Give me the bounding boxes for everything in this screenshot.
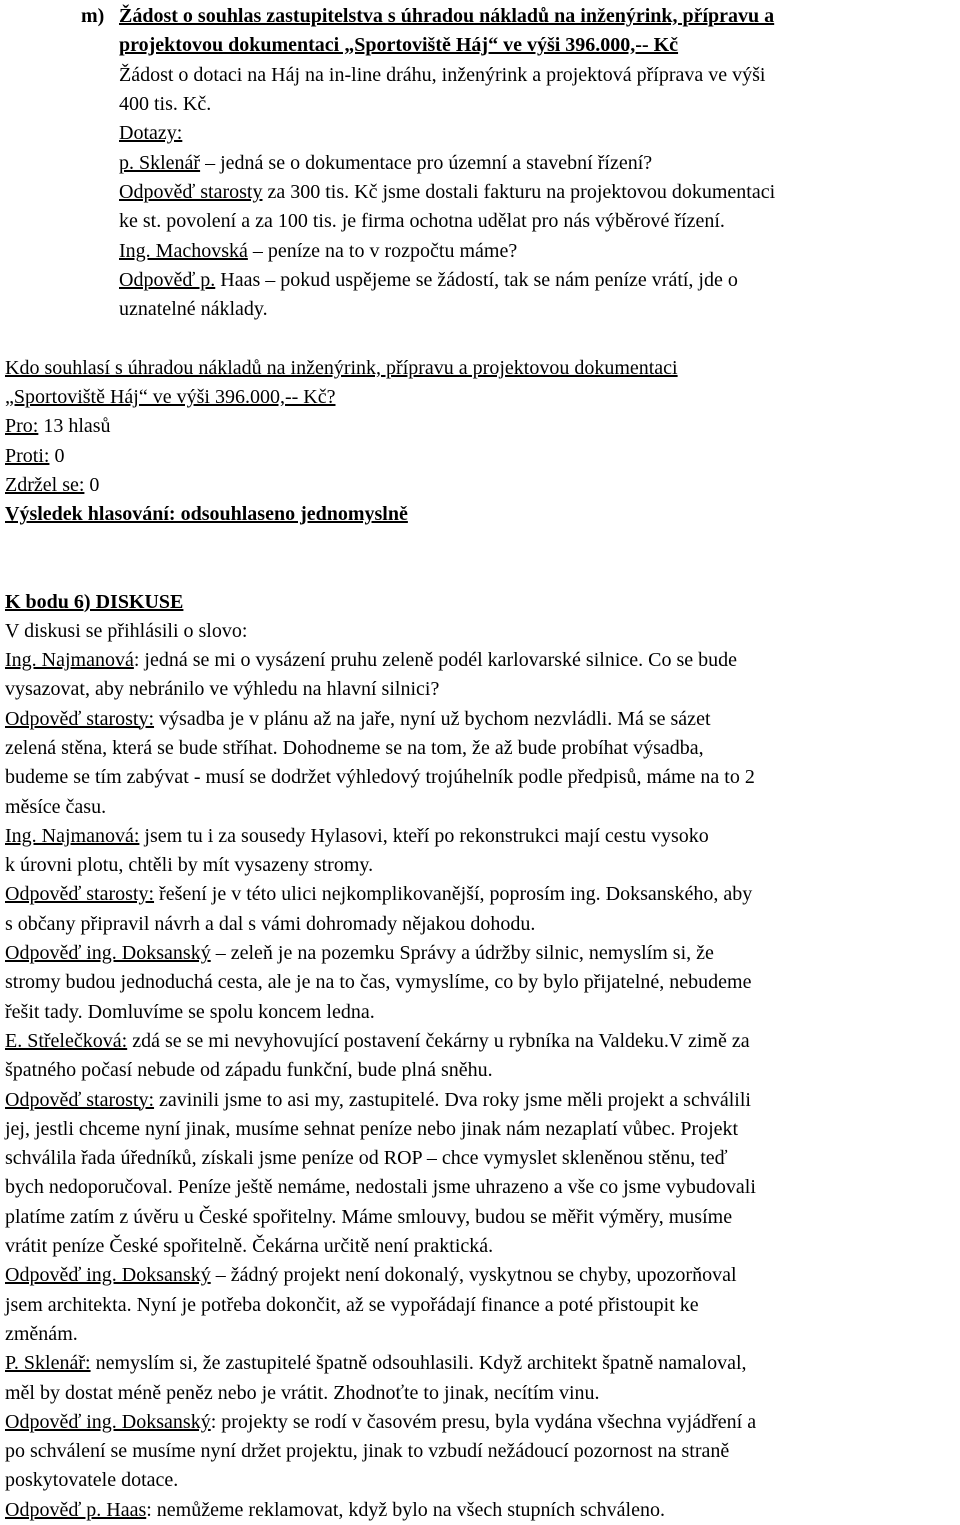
discussion-line <box>5 675 439 704</box>
speaker: Odpověď ing. Doksanský <box>5 1410 211 1433</box>
discussion-line <box>5 1056 493 1085</box>
question-2 <box>119 237 517 266</box>
speaker: p. Sklenář <box>119 152 201 174</box>
statement: výsadba je v plánu až na jaře, nyní už bychom nezvládli. Má se sázet <box>154 707 711 730</box>
question-1 <box>119 149 652 178</box>
statement: po schválení se musíme nyní držet projektu, jinak to vzbudí nežádoucí pozornost na straně <box>5 1440 730 1463</box>
discussion-line <box>5 705 711 734</box>
discussion-line <box>5 793 106 822</box>
discussion-line <box>5 1115 738 1144</box>
speaker: E. Střelečková: <box>5 1029 128 1052</box>
item-text-line-1: Žádost o dotaci na Háj na in-line dráhu, inženýrink a projektová příprava ve výši <box>119 64 766 86</box>
statement: jej, jestli chceme nyní jinak, musíme sehnat peníze nebo jinak nám nezaplatí vůbec. Projekt <box>5 1117 739 1140</box>
item-title-line-1: Žádost o souhlas zastupitelstva s úhradou nákladů na inženýrink, přípravu a <box>119 5 775 27</box>
discussion-line <box>5 1261 737 1290</box>
vote-zdrzel <box>5 471 99 500</box>
discussion-line <box>5 851 373 880</box>
discussion-intro: V diskusi se přihlásili o slovo: <box>5 620 248 642</box>
speaker: Odpověď starosty: <box>5 707 155 730</box>
statement: změnám. <box>5 1322 78 1345</box>
discussion-line <box>5 1291 699 1320</box>
discussion-line <box>5 1379 600 1408</box>
vote-proti-label: Proti: <box>5 445 50 467</box>
statement: jsem tu i za sousedy Hylasovi, kteří po rekonstrukci mají cestu vysoko <box>139 824 709 847</box>
vote-proti <box>5 442 64 471</box>
item-text-line-2: 400 tis. Kč. <box>119 93 212 115</box>
statement: budeme se tím zabývat - musí se dodržet výhledový trojúhelník podle předpisů, máme na to 2 <box>5 766 755 789</box>
statement: řešení je v této ulici nejkomplikovanější, poprosím ing. Doksanského, aby <box>154 883 753 906</box>
statement: špatného počasí nebude od západu funkční, bude plná sněhu. <box>5 1059 493 1082</box>
statement: zdá se se mi nevyhovující postavení čekárny u rybníka na Valdeku.V zimě za <box>127 1029 750 1052</box>
speaker: P. Sklenář: <box>5 1352 91 1375</box>
statement: zavinili jsme to asi my, zastupitelé. Dva roky jsme měli projekt a schválili <box>154 1088 751 1111</box>
discussion-line <box>5 1144 728 1173</box>
statement: schválila řada úředníků, získali jsme peníze od ROP – chce vymyslet skleněnou stěnu, teď <box>5 1147 728 1170</box>
statement: zelená stěna, která se bude stříhat. Dohodneme se na tom, že až bude probíhat výsadba, <box>5 736 704 759</box>
item-marker: m) <box>81 5 105 27</box>
speaker: Odpověď p. <box>119 269 216 291</box>
discussion-line <box>5 734 704 763</box>
vote-zdrzel-value: 0 <box>84 474 100 496</box>
discussion-line <box>5 939 714 968</box>
discussion-line <box>5 1232 493 1261</box>
statement: poskytovatele dotace. <box>5 1469 179 1492</box>
discussion-line <box>5 998 375 1027</box>
vote-pro-label: Pro: <box>5 415 39 437</box>
statement: jsem architekta. Nyní je potřeba dokončit, až se vypořádají finance a poté přistoupit ke <box>5 1293 699 1316</box>
statement: vysazovat, aby nebránilo ve výhledu na hlavní silnici? <box>5 678 440 701</box>
discussion-line <box>5 1466 178 1495</box>
discussion-line <box>5 1349 747 1378</box>
speaker: Ing. Najmanová: <box>5 824 140 847</box>
speaker: Odpověď ing. Doksanský <box>5 1264 211 1287</box>
statement: – žádný projekt není dokonalý, vyskytnou se chyby, upozorňoval <box>210 1264 737 1287</box>
discussion-line <box>5 1320 78 1349</box>
discussion-line <box>5 880 752 909</box>
discussion-line <box>5 968 751 997</box>
answer-1 <box>119 178 775 207</box>
discussion-line <box>5 1437 729 1466</box>
statement: měl by dostat méně peněz nebo je vrátit. Zhodnoťte to jinak, necítím vinu. <box>5 1381 600 1404</box>
answer-2 <box>119 266 738 295</box>
speaker: Odpověď starosty <box>119 181 263 203</box>
speaker: Ing. Najmanová <box>5 649 134 671</box>
vote-question-line-1: Kdo souhlasí s úhradou nákladů na inženýrink, přípravu a projektovou dokumentaci <box>5 357 678 379</box>
statement: – jedná se o dokumentace pro územní a stavební řízení? <box>200 152 653 174</box>
statement: – peníze na to v rozpočtu máme? <box>247 240 518 262</box>
answer-1-continued: ke st. povolení a za 100 tis. je firma ochotna udělat pro nás výběrové řízení. <box>119 210 725 232</box>
speaker: Odpověď starosty: <box>5 883 155 906</box>
discussion-line <box>5 1408 756 1437</box>
statement: – zeleň je na pozemku Správy a údržby silnic, nemyslím si, že <box>210 942 714 964</box>
vote-pro <box>5 412 111 441</box>
speaker: Ing. Machovská <box>119 240 248 262</box>
speaker: Odpověď ing. Doksanský <box>5 942 211 964</box>
vote-result: Výsledek hlasování: odsouhlaseno jednomyslně <box>5 503 408 525</box>
statement: Haas – pokud uspějeme se žádostí, tak se nám peníze vrátí, jde o <box>215 269 738 291</box>
statement: : projekty se rodí v časovém presu, byla vydána všechna vyjádření a <box>210 1410 757 1433</box>
statement: stromy budou jednoduchá cesta, ale je na to čas, vymyslíme, co by bylo přijatelné, nebudeme <box>5 971 752 994</box>
vote-question-line-2: „Sportoviště Háj“ ve výši 396.000,-- Kč? <box>5 386 336 408</box>
statement: k úrovni plotu, chtěli by mít vysazeny stromy. <box>5 854 374 877</box>
discussion-heading: K bodu 6) DISKUSE <box>5 591 184 613</box>
vote-zdrzel-label: Zdržel se: <box>5 474 85 496</box>
discussion-line <box>5 1086 751 1115</box>
answer-2-continued: uznatelné náklady. <box>119 298 268 320</box>
statement: měsíce času. <box>5 795 107 818</box>
statement: : nemůžeme reklamovat, když bylo na všech stupních schváleno. <box>146 1498 665 1521</box>
statement: řešit tady. Domluvíme se spolu koncem ledna. <box>5 1000 375 1023</box>
statement: s občany připravil návrh a dal s vámi dohromady nějakou dohodu. <box>5 912 536 935</box>
statement: vrátit peníze České spořitelně. Čekárna určitě není praktická. <box>5 1235 494 1257</box>
statement: : jedná se mi o vysázení pruhu zeleně podél karlovarské silnice. Co se bude <box>133 649 738 671</box>
discussion-line <box>5 910 535 939</box>
vote-pro-value: 13 hlasů <box>38 415 111 437</box>
discussion-line <box>5 646 737 675</box>
statement: platíme zatím z úvěru u České spořitelny. Máme smlouvy, budou se měřit výměry, musíme <box>5 1205 733 1228</box>
speaker: Odpověď p. Haas <box>5 1498 147 1521</box>
vote-proti-value: 0 <box>49 445 65 467</box>
discussion-line <box>5 822 709 851</box>
statement: bych nedoporučoval. Peníze ještě nemáme, nedostali jsme uhrazeno a vše co jsme vybudovali <box>5 1176 756 1199</box>
discussion-line <box>5 1027 750 1056</box>
discussion-line <box>5 763 755 792</box>
statement: za 300 tis. Kč jsme dostali fakturu na projektovou dokumentaci <box>262 181 776 203</box>
questions-label: Dotazy: <box>119 122 183 144</box>
speaker: Odpověď starosty: <box>5 1088 155 1111</box>
item-title-line-2: projektovou dokumentaci „Sportoviště Háj“ ve výši 396.000,-- Kč <box>119 34 679 56</box>
discussion-line <box>5 1203 732 1232</box>
statement: nemyslím si, že zastupitelé špatně odsouhlasili. Když architekt špatně namaloval, <box>90 1352 747 1375</box>
discussion-line <box>5 1173 756 1202</box>
